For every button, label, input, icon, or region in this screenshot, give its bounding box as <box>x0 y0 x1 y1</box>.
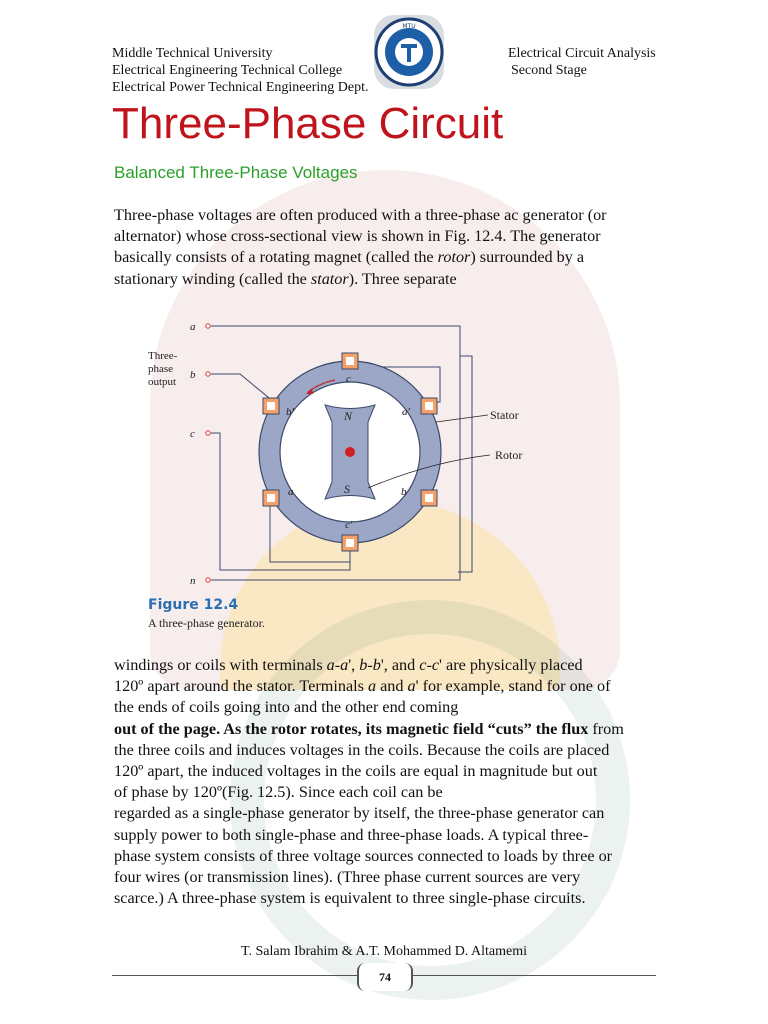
three-phase-generator-figure <box>140 312 540 642</box>
paragraph-intro <box>114 205 674 290</box>
output-label-line2: phase <box>148 363 174 375</box>
page-number: 74 <box>357 963 413 991</box>
text-line: out of the page. As the rotor rotates, its magnetic field “cuts” the flux from <box>114 719 624 738</box>
text-line: basically consists of a rotating magnet (called the rotor) surrounded by a <box>114 248 585 267</box>
terminal-b-dot <box>206 372 210 376</box>
text-line: four wires (or transmission lines). (Three phase current sources are very <box>114 868 581 887</box>
header-course <box>508 45 656 79</box>
terminal-c-label: c <box>190 428 195 440</box>
pole-n-label: N <box>344 409 353 423</box>
header-stage: Second Stage <box>511 63 587 78</box>
text-line: windings or coils with terminals a-a', b-b', and c-c' are physically placed <box>114 656 583 674</box>
terminal-a-label: a <box>190 321 196 333</box>
text-line: supply power to both single-phase and three-phase loads. A typical three- <box>114 825 589 844</box>
rotor-center-icon <box>345 447 355 457</box>
text-line: the ends of coils going into and the other end coming <box>114 698 459 717</box>
footer-authors: T. Salam Ibrahim & A.T. Mohammed D. Altamemi <box>240 944 528 959</box>
terminal-c-dot <box>206 431 210 435</box>
logo-text: MTU <box>402 23 416 30</box>
output-label-line1: Three- <box>148 350 178 362</box>
header-institution <box>112 45 369 96</box>
stator-label: Stator <box>490 408 519 422</box>
terminal-b-label: b <box>190 369 196 381</box>
text-line: the three coils and induces voltages in the coils. Because the coils are placed <box>114 740 610 759</box>
pole-s-label: S <box>344 482 350 496</box>
text-line: phase system consists of three voltage sources connected to loads by three or <box>114 846 613 865</box>
coil-b-label: b <box>401 486 407 498</box>
header-university: Middle Technical University <box>112 46 273 61</box>
terminal-a-dot <box>206 324 210 328</box>
text-line: regarded as a single-phase generator by itself, the three-phase generator can <box>114 804 605 823</box>
text-line: Three-phase voltages are often produced with a three-phase ac generator (or <box>114 206 607 224</box>
university-logo-icon <box>370 12 448 92</box>
text-line: scarce.) A three-phase system is equivalent to three single-phase circuits. <box>114 889 586 908</box>
text-line: of phase by 120º(Fig. 12.5). Since each coil can be <box>114 783 443 802</box>
header-course-title: Electrical Circuit Analysis <box>508 46 656 61</box>
coil-a-label: a <box>288 486 294 498</box>
text-line: stationary winding (called the stator). Three separate <box>114 269 457 288</box>
rotor-label: Rotor <box>495 448 523 462</box>
terminal-n-label: n <box>190 575 196 587</box>
text-line: 120º apart around the stator. Terminals a and a' for example, stand for one of <box>114 677 611 696</box>
page-title: Three-Phase Circuit <box>112 99 504 148</box>
text-line: alternator) whose cross-sectional view is shown in Fig. 12.4. The generator <box>114 227 601 246</box>
header-department: Electrical Power Technical Engineering Dept. <box>112 80 369 95</box>
header-college: Electrical Engineering Technical College <box>112 63 343 78</box>
figure-caption-text: A three-phase generator. <box>148 616 265 630</box>
terminal-n-dot <box>206 578 210 582</box>
paragraph-windings <box>114 655 674 909</box>
section-subtitle: Balanced Three-Phase Voltages <box>114 163 358 182</box>
figure-caption-label: Figure 12.4 <box>148 597 239 613</box>
text-line: 120º apart, the induced voltages in the coils are equal in magnitude but out <box>114 762 598 781</box>
output-label-line3: output <box>148 376 177 388</box>
coil-c-prime-label: c′ <box>345 519 353 531</box>
coil-c-label: c <box>346 373 351 385</box>
coil-b-prime-label: b′ <box>286 406 294 418</box>
coil-a-prime-label: a′ <box>402 406 410 418</box>
